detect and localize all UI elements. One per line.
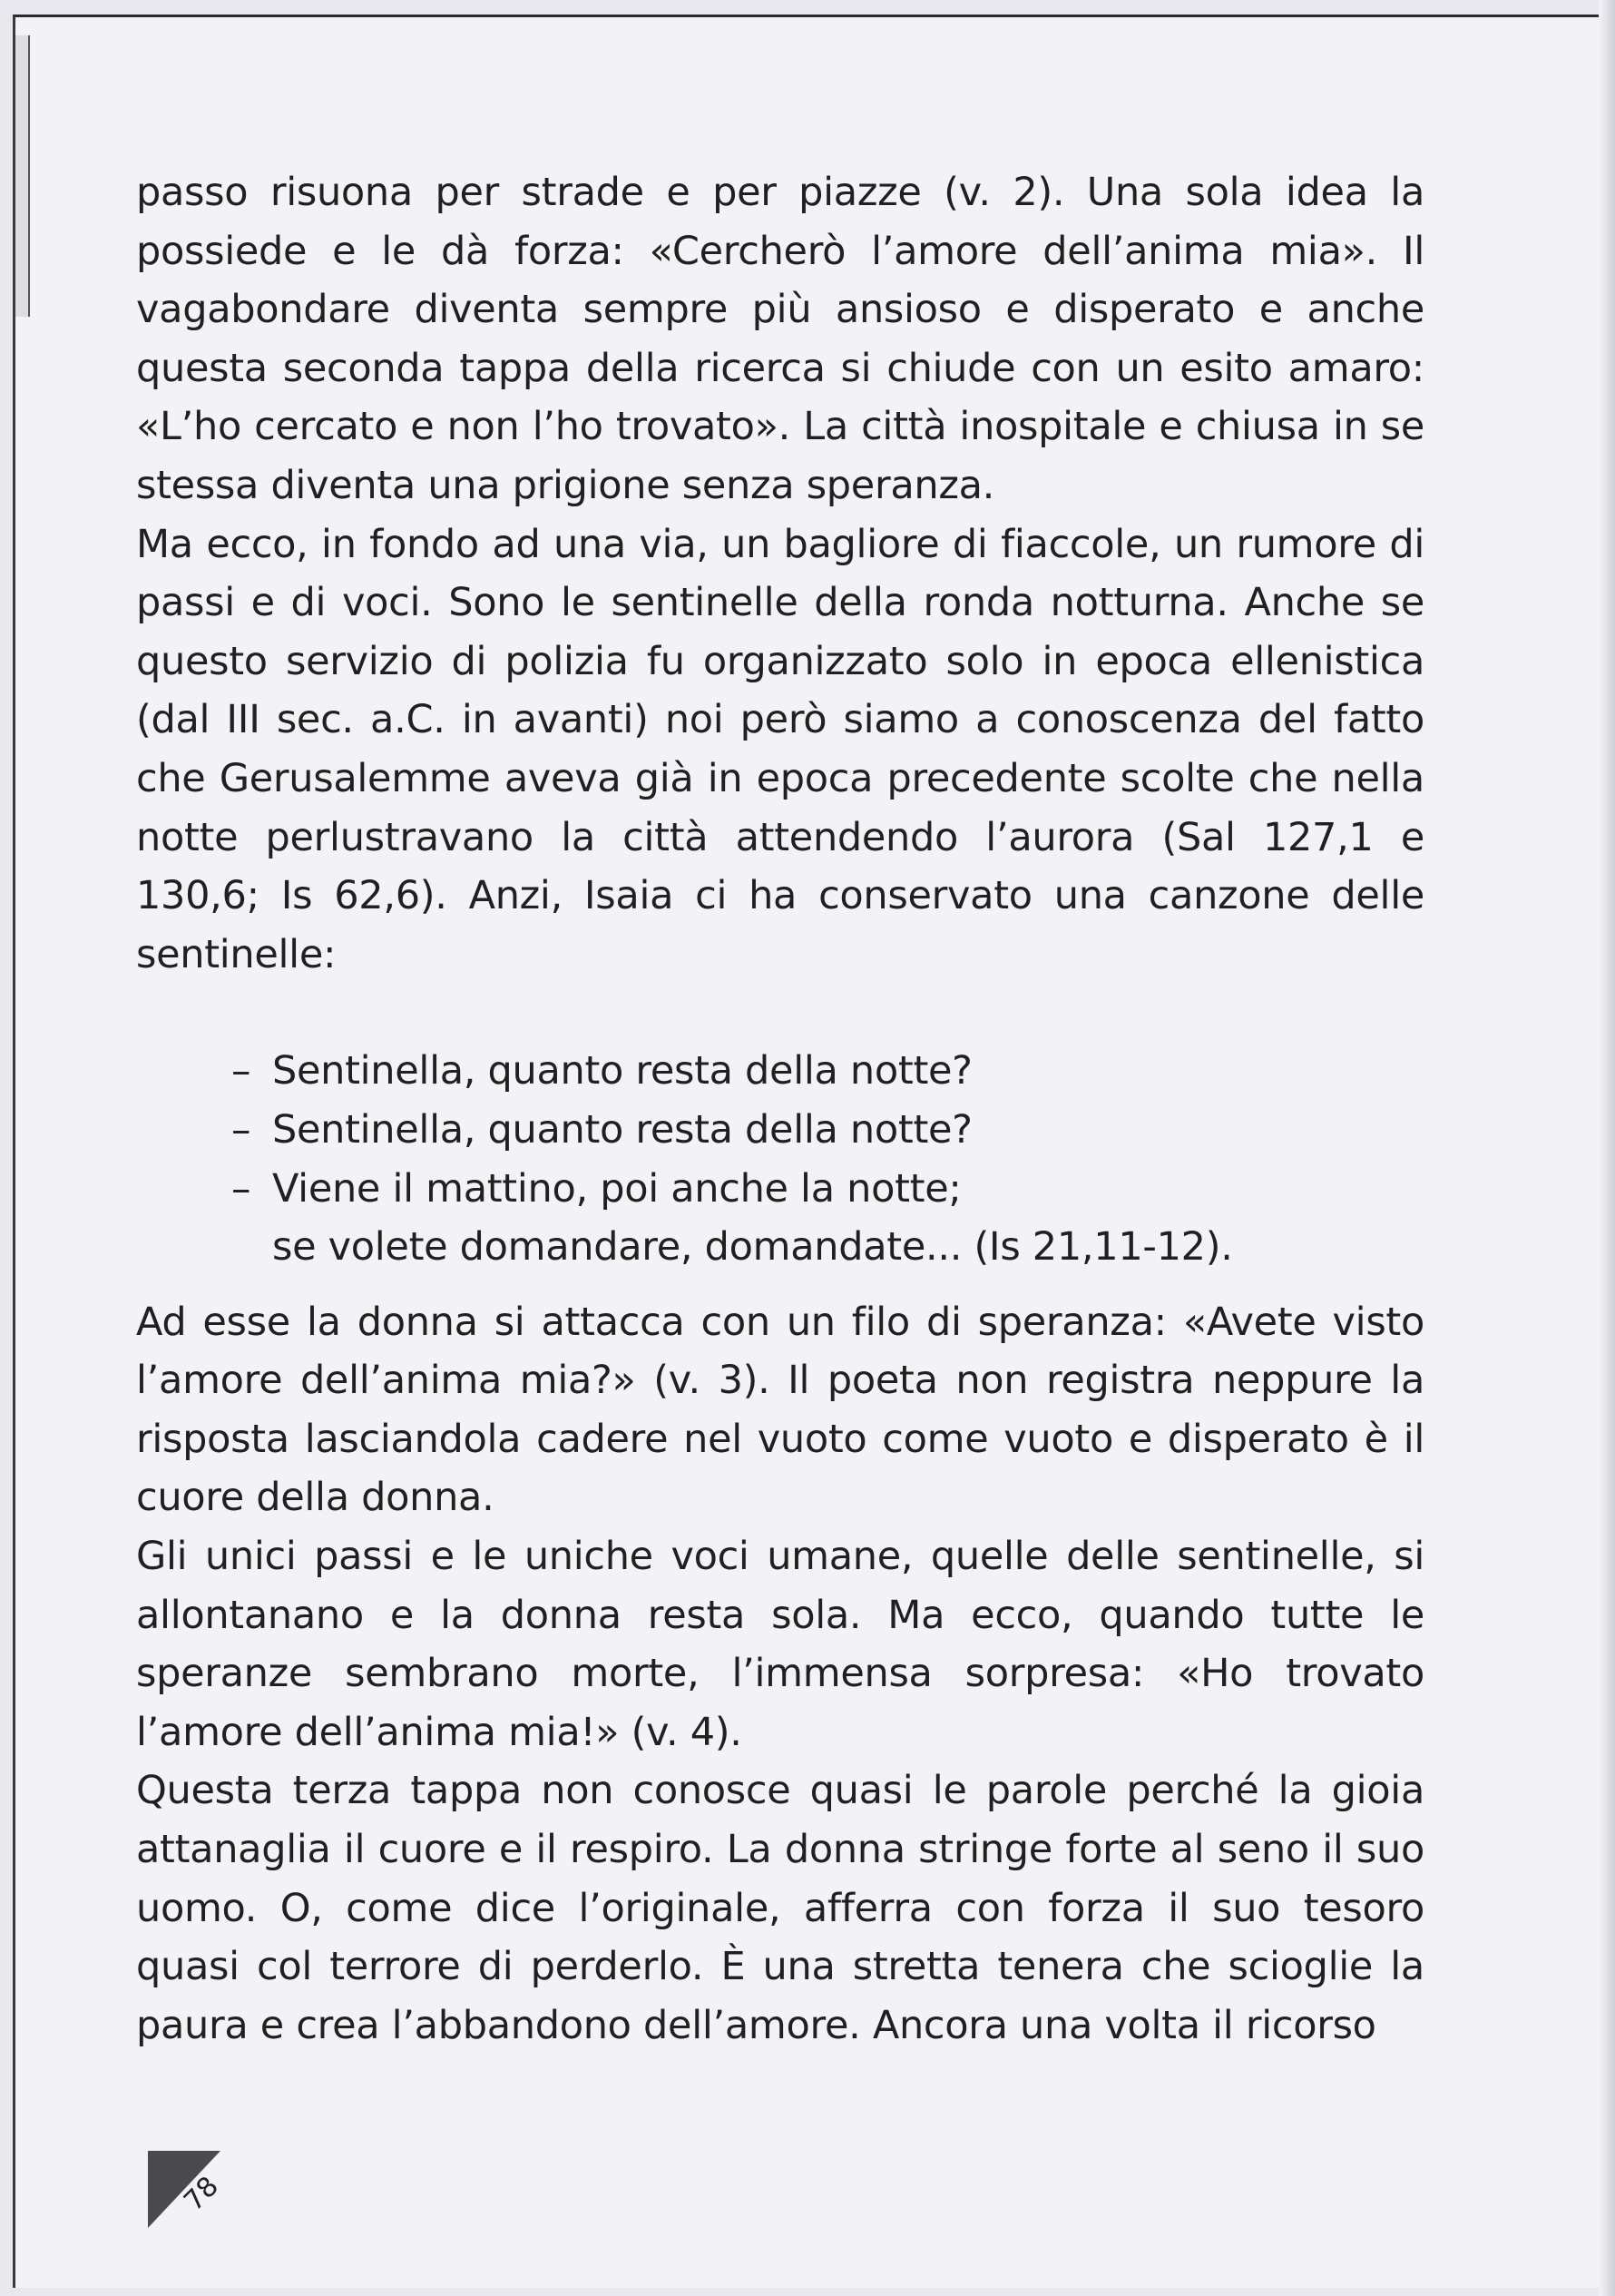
verse-line-1 [231,1042,1424,1101]
verse-dash: – [231,1106,251,1153]
verse-line-2 [231,1101,1424,1160]
verse-text: Sentinella, quanto resta della notte? [272,1048,973,1094]
page-number: 78 [178,2170,225,2218]
verse-line-3 [231,1160,1424,1219]
paragraph-3: Ad esse la donna si attacca con un filo di speranza: «Avete visto l’amore dell’anima mia?» (v. 3). Il poeta non registra neppure la risposta lasciandola cadere nel vuoto come vuoto e disperato è il cuore della donna. [136,1299,1424,1521]
body-text [136,163,1424,2055]
paragraph-2: Ma ecco, in fondo ad una via, un bagliore di fiaccole, un rumore di passi e di voci. Sono le sentinelle della ronda notturna. Anche se questo servizio di polizia fu organizzato solo in epoca ellenistica (dal III sec. a.C. in avanti) noi però siamo a conoscenza del fatto che Gerusalemme aveva già in epoca precedente scolte che nella notte perlustravano la città attendendo l’aurora (Sal 127,1 e 130,6; Is 62,6). Anzi, Isaia ci ha conservato una canzone delle sentinelle: [136,521,1424,977]
verse-line-4 [272,1218,1424,1277]
verse-dash: – [231,1165,251,1212]
sentinel-song-quote [136,1042,1424,1276]
paragraph-5: Questa terza tappa non conosce quasi le parole perché la gioia attanaglia il cuore e il respiro. La donna stringe forte al seno il suo uomo. O, come dice l’originale, afferra con forza il suo tesoro quasi col terrore di perderlo. È una stretta tenera che scioglie la paura e crea l’abbandono dell’amore. Ancora una volta il ricorso [136,1768,1424,2048]
paragraph-1: passo risuona per strade e per piazze (v. 2). Una sola idea la possiede e le dà forza: «Cercherò l’amore dell’anima mia». Il vagabondare diventa sempre più ansioso e disperato e anche questa seconda tappa della ricerca si chiude con un esito amaro: «L’ho cercato e non l’ho trovato». La città inospitale e chiusa in se stessa diventa una prigione senza speranza. [136,170,1424,508]
verse-text: Sentinella, quanto resta della notte? [272,1106,973,1153]
verse-dash: – [231,1048,251,1094]
paragraph-4: Gli unici passi e le uniche voci umane, quelle delle sentinelle, si allontanano e la donna resta sola. Ma ecco, quando tutte le speranze sembrano morte, l’immensa sorpresa: «Ho trovato l’amore dell’anima mia!» (v. 4). [136,1534,1424,1755]
page-right-edge [1599,0,1615,2296]
verse-text: Viene il mattino, poi anche la notte; [272,1165,962,1212]
page-binding-edge [15,35,30,317]
verse-text: se volete domandare, domandate... (Is 21,11-12). [272,1224,1233,1271]
